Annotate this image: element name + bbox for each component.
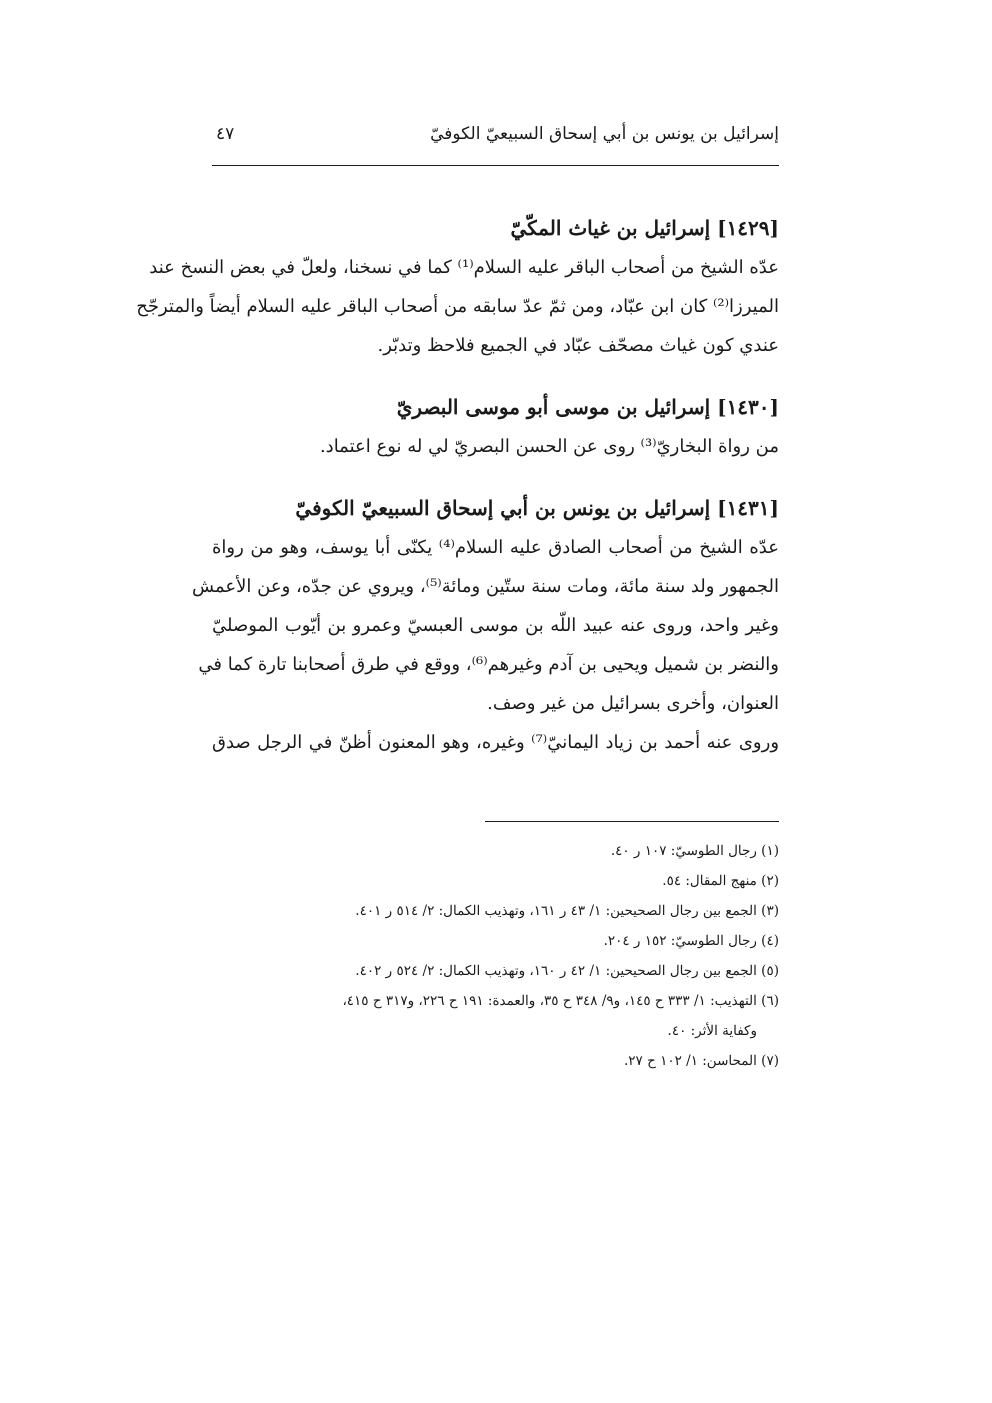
footnotes xyxy=(212,836,779,1076)
header-divider xyxy=(212,165,779,166)
running-title: إسرائيل بن يونس بن أبي إسحاق السبيعيّ الكوفيّ xyxy=(430,124,779,144)
footnote: (٣) الجمع بين رجال الصحيحين: ١/ ٤٣ ر ١٦١، وتهذيب الكمال: ٢/ ٥١٤ ر ٤٠١. xyxy=(355,903,779,919)
page-number: ٤٧ xyxy=(216,124,235,144)
footnote-continuation: وكفاية الأثر: ٤٠. xyxy=(667,1023,757,1039)
entry-1431 xyxy=(192,488,780,762)
entry-heading: [١٤٣٠] إسرائيل بن موسى أبو موسى البصريّ xyxy=(396,395,779,419)
text-line: عدّه الشيخ من أصحاب الباقر عليه السلام⁽¹⁾ كما في نسخنا، ولعلّ في بعض النسخ عند xyxy=(149,257,779,278)
text-line: الجمهور ولد سنة مائة، ومات سنة ستّين ومائة⁽⁵⁾، ويروي عن جدّه، وعن الأعمش xyxy=(192,576,779,597)
text-line: من رواة البخاريّ⁽³⁾ روى عن الحسن البصريّ لي له نوع اعتماد. xyxy=(319,436,779,457)
footnote: (٢) منهج المقال: ٥٤. xyxy=(662,873,779,889)
main-text xyxy=(136,208,780,762)
text-line: وغير واحد، وروى عنه عبيد اللّه بن موسى العبسيّ وعمرو بن أيّوب الموصليّ xyxy=(212,615,779,636)
footnote: (٥) الجمع بين رجال الصحيحين: ١/ ٤٢ ر ١٦٠، وتهذيب الكمال: ٢/ ٥٢٤ ر ٤٠٢. xyxy=(355,963,779,979)
footnote: (٧) المحاسن: ١/ ١٠٢ ح ٢٧. xyxy=(623,1053,779,1069)
text-line: العنوان، وأخرى بسرائيل من غير وصف. xyxy=(487,693,779,714)
text-line: الميرزا⁽²⁾ كان ابن عبّاد، ومن ثمّ عدّ سابقه من أصحاب الباقر عليه السلام أيضاً والمترجّح xyxy=(136,296,779,317)
footnote: (٦) التهذيب: ١/ ٣٣٣ ح ١٤٥، و٩/ ٣٤٨ ح ٣٥، والعمدة: ١٩١ ح ٢٢٦، و٣١٧ ح ٤١٥، xyxy=(342,993,779,1009)
running-header xyxy=(212,118,779,158)
text-line: وروى عنه أحمد بن زياد اليمانيّ⁽⁷⁾ وغيره، وهو المعنون أظنّ في الرجل صدق xyxy=(212,732,780,753)
text-line: عدّه الشيخ من أصحاب الصادق عليه السلام⁽⁴⁾ يكنّى أبا يوسف، وهو من رواة xyxy=(212,537,779,558)
footnote: (٤) رجال الطوسيّ: ١٥٢ ر ٢٠٤. xyxy=(603,933,779,949)
text-line: والنضر بن شميل ويحيى بن آدم وغيرهم⁽⁶⁾، ووقع في طرق أصحابنا تارة كما في xyxy=(198,654,779,675)
entry-heading: [١٤٣١] إسرائيل بن يونس بن أبي إسحاق السبيعيّ الكوفيّ xyxy=(295,496,779,520)
footnote-divider xyxy=(485,821,779,822)
footnote: (١) رجال الطوسيّ: ١٠٧ ر ٤٠. xyxy=(610,843,779,859)
entry-1429 xyxy=(136,208,779,365)
entry-heading: [١٤٢٩] إسرائيل بن غياث المكّيّ xyxy=(510,216,779,240)
text-line: عندي كون غياث مصحّف عبّاد في الجميع فلاحظ وتدبّر. xyxy=(377,335,779,356)
entry-1430 xyxy=(212,387,779,466)
